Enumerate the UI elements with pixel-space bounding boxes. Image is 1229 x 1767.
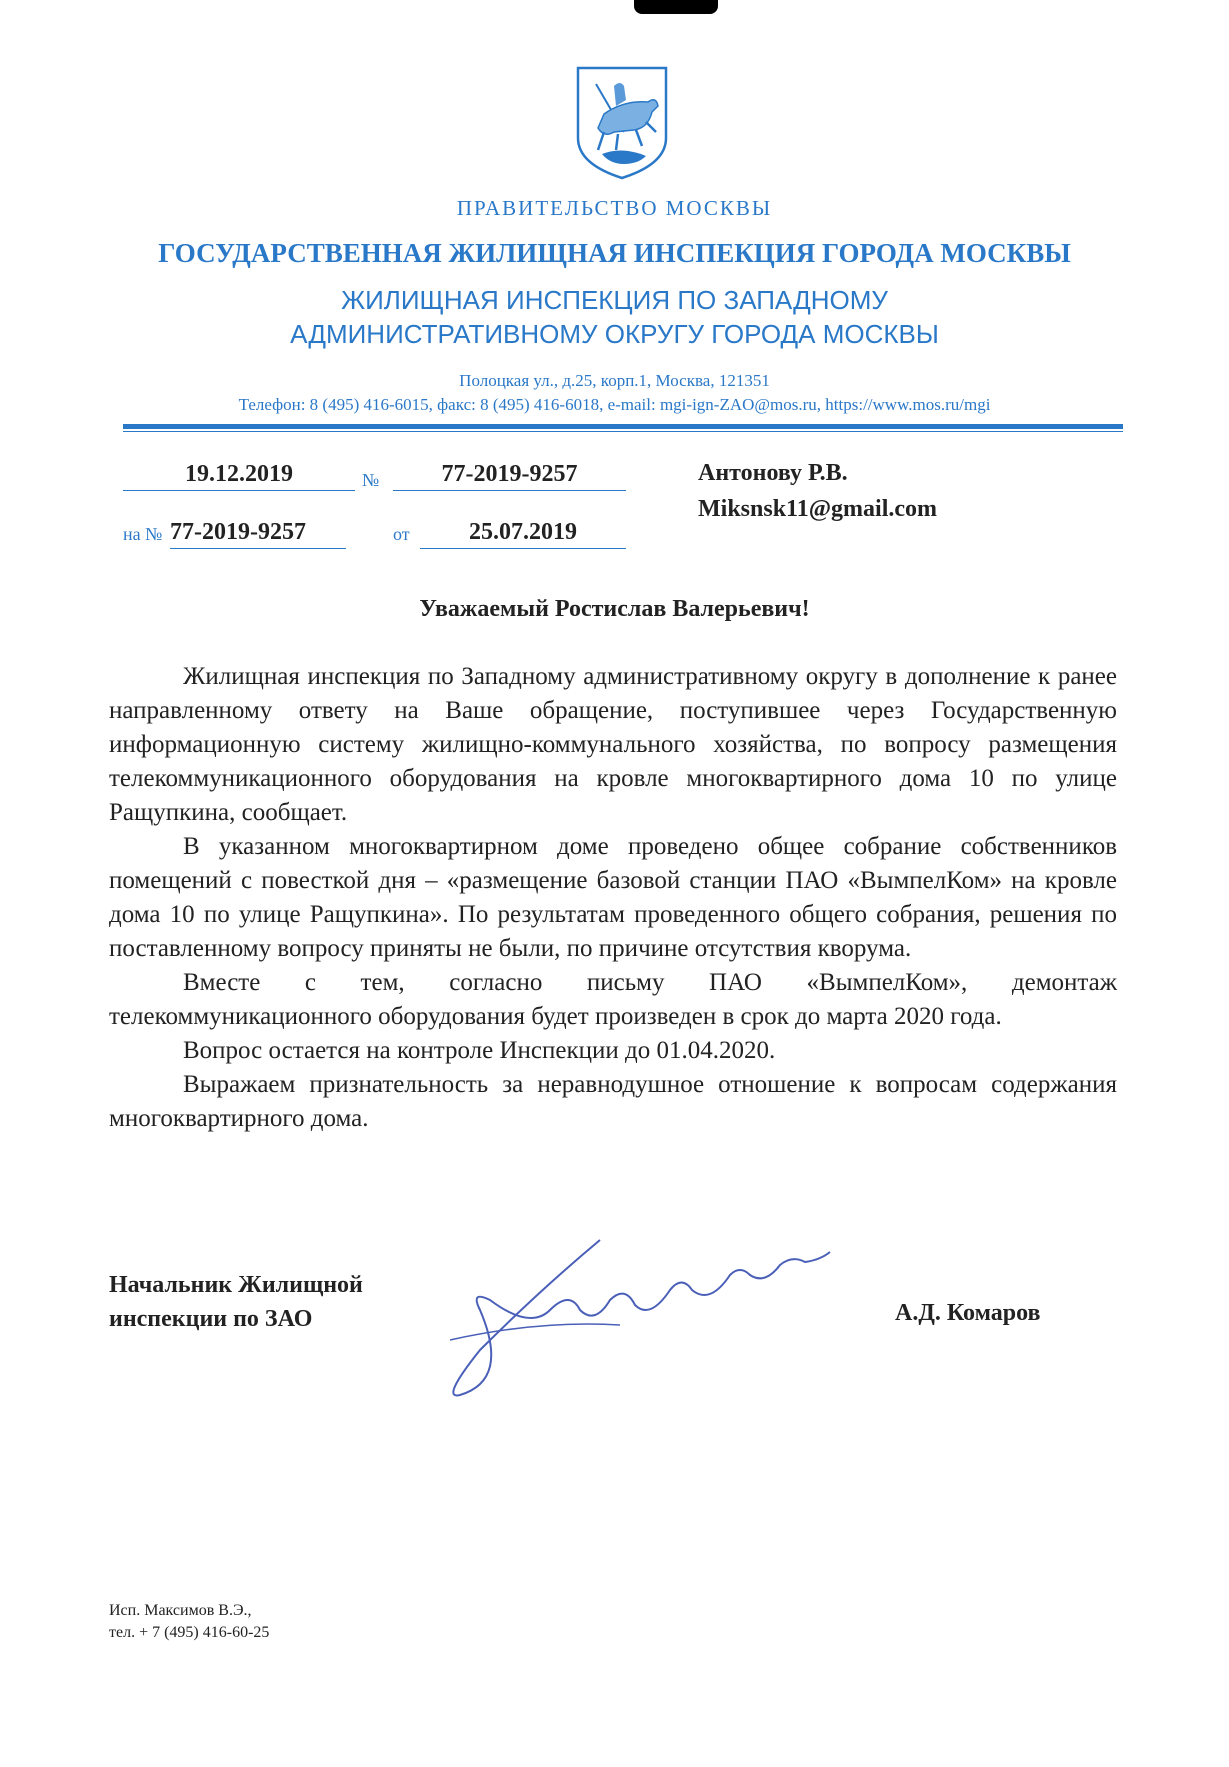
position-line2: инспекции по ЗАО xyxy=(109,1306,313,1332)
contacts: Телефон: 8 (495) 416-6015, факс: 8 (495) 416-6018, e-mail: mgi-ign-ZAO@mos.ru, https://www.mos.ru/mgi xyxy=(238,395,991,414)
ref-date-label: от xyxy=(393,524,410,544)
department-title-line1: ЖИЛИЩНАЯ ИНСПЕКЦИЯ ПО ЗАПАДНОМУ xyxy=(341,285,888,315)
letter-body xyxy=(109,660,1117,1136)
address: Полоцкая ул., д.25, корп.1, Москва, 121351 xyxy=(459,371,770,390)
header-divider-thin xyxy=(123,431,1123,432)
paragraph: В указанном многоквартирном доме проведено общее собрание собственников помещений с повесткой дня – «размещение базовой станции ПАО «ВымпелКом» на кровле дома 10 по улице Ращупкина». По результатам проведенного общего собрания, решения по поставленному вопросу приняты не были, по причине отсутствия кворума. xyxy=(109,833,1117,962)
signatory-name: А.Д. Комаров xyxy=(895,1300,1041,1326)
executor-phone: тел. + 7 (495) 416-60-25 xyxy=(109,1624,270,1641)
agency-title: ГОСУДАРСТВЕННАЯ ЖИЛИЩНАЯ ИНСПЕКЦИЯ ГОРОДА МОСКВЫ xyxy=(158,238,1071,268)
position-line1: Начальник Жилищной xyxy=(109,1272,363,1298)
ref-number: 77-2019-9257 xyxy=(170,518,346,549)
letter-number: 77-2019-9257 xyxy=(393,460,626,491)
letter-date: 19.12.2019 xyxy=(123,460,355,491)
ref-date: 25.07.2019 xyxy=(420,518,626,549)
paragraph: Жилищная инспекция по Западному административному округу в дополнение к ранее направленному ответу на Ваше обращение, поступившее через Государственную информационную систему жилищно-коммунального хозяйства, по вопросу размещения телекоммуникационного оборудования на кровле многоквартирного дома 10 по улице Ращупкина, сообщает. xyxy=(109,663,1117,826)
department-title-line2: АДМИНИСТРАТИВНОМУ ОКРУГУ ГОРОДА МОСКВЫ xyxy=(290,319,939,349)
paragraph: Вопрос остается на контроле Инспекции до 01.04.2020. xyxy=(183,1037,776,1064)
paragraph: Вместе с тем, согласно письму ПАО «ВымпелКом», демонтаж телекоммуникационного оборудования будет произведен в срок до марта 2020 года. xyxy=(109,969,1117,1030)
signatory-position xyxy=(109,1268,363,1336)
executor-info xyxy=(109,1600,269,1644)
recipient-name: Антонову Р.В. xyxy=(698,460,848,486)
executor-name: Исп. Максимов В.Э., xyxy=(109,1602,252,1619)
moscow-coat-of-arms-icon xyxy=(574,64,670,182)
greeting: Уважаемый Ростислав Валерьевич! xyxy=(419,596,810,622)
scan-artifact xyxy=(634,0,718,14)
government-title: ПРАВИТЕЛЬСТВО МОСКВЫ xyxy=(456,196,773,220)
recipient-email: Miksnsk11@gmail.com xyxy=(698,496,938,522)
ref-number-label: на № xyxy=(123,524,163,544)
paragraph: Выражаем признательность за неравнодушное отношение к вопросам содержания многоквартирного дома. xyxy=(109,1071,1117,1132)
header-divider xyxy=(123,424,1123,429)
number-label: № xyxy=(362,470,380,490)
handwritten-signature xyxy=(420,1230,940,1410)
